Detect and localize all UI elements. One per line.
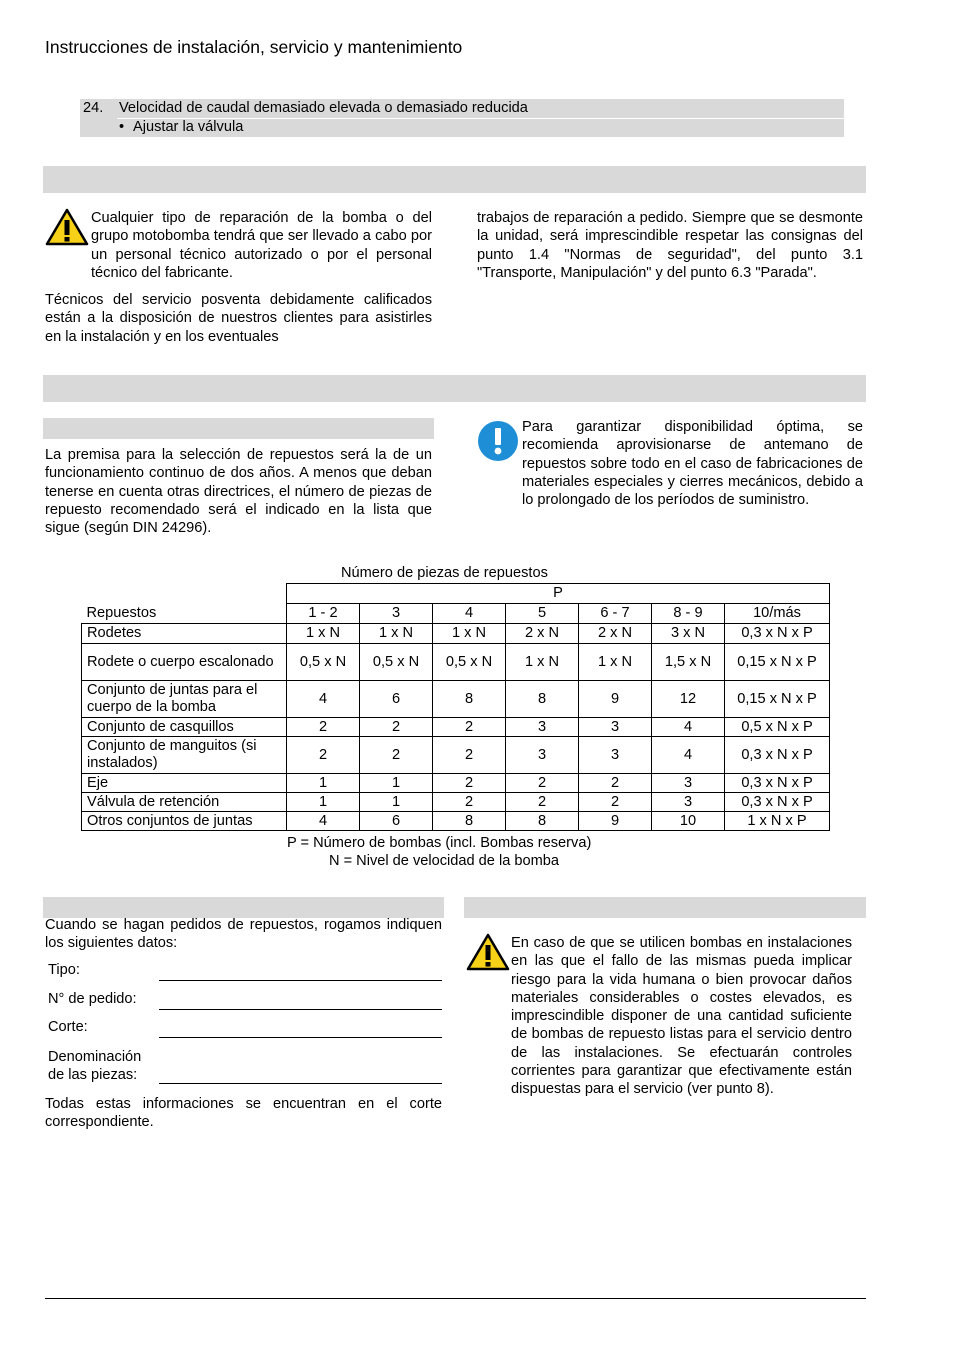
table-note-p: P = Número de bombas (incl. Bombas reserva) bbox=[287, 835, 592, 851]
table-row bbox=[82, 812, 830, 831]
table-cell: 2 bbox=[433, 774, 506, 793]
table-cell: 0,3 x N x P bbox=[725, 774, 830, 793]
table-cell: 2 bbox=[506, 774, 579, 793]
table-cell: 1 x N bbox=[433, 624, 506, 644]
row-label: Eje bbox=[82, 774, 287, 793]
row-label: Otros conjuntos de juntas bbox=[82, 812, 287, 831]
table-row bbox=[82, 624, 830, 644]
row-label: Rodetes bbox=[82, 624, 287, 644]
table-cell: 4 bbox=[287, 812, 360, 831]
ordering-intro-text: Cuando se hagan pedidos de repuestos, rogamos indiquen los siguientes datos: bbox=[45, 917, 442, 952]
table-row bbox=[82, 774, 830, 793]
warning-icon bbox=[466, 933, 510, 971]
table-cell: 9 bbox=[579, 812, 652, 831]
footer-divider bbox=[45, 1298, 866, 1299]
fault-item-number: 24. bbox=[83, 100, 104, 116]
table-cell: 8 bbox=[506, 681, 579, 718]
column-header: 8 - 9 bbox=[652, 604, 725, 624]
table-cell: 2 bbox=[360, 718, 433, 737]
table-cell: 0,15 x N x P bbox=[725, 681, 830, 718]
table-cell: 10 bbox=[652, 812, 725, 831]
table-cell: 2 bbox=[433, 737, 506, 774]
subsection-bar-reserve bbox=[464, 897, 866, 918]
fault-item-divider bbox=[117, 118, 844, 119]
reserve-warning-text: En caso de que se utilicen bombas en instalaciones en las que el fallo de las mismas pueda implicar riesgo para la vida humana o bien provocar daños materiales considerables o costes elevados, es imprescindible disponer de una cantidad suficiente de bombas de repuesto listas para el servicio dentro de las instalaciones. Se efectuarán controles corrientes para garantizar que efectivamente están dispuestas para el servicio (ver punto 8). bbox=[511, 935, 852, 1098]
table-cell: 4 bbox=[652, 718, 725, 737]
row-label: Conjunto de juntas para el cuerpo de la bomba bbox=[82, 681, 287, 718]
table-cell: 1 x N x P bbox=[725, 812, 830, 831]
table-cell: 0,3 x N x P bbox=[725, 624, 830, 644]
info-icon bbox=[477, 420, 519, 462]
table-cell: 0,15 x N x P bbox=[725, 644, 830, 681]
subsection-bar-spares bbox=[43, 418, 434, 439]
warning-icon bbox=[45, 208, 89, 246]
table-cell: 8 bbox=[506, 812, 579, 831]
column-header: 3 bbox=[360, 604, 433, 624]
table-cell: 2 bbox=[433, 793, 506, 812]
table-cell: 2 x N bbox=[506, 624, 579, 644]
section-bar-service bbox=[43, 166, 866, 193]
table-cell: 2 bbox=[579, 774, 652, 793]
column-header: 6 - 7 bbox=[579, 604, 652, 624]
field-line-denominacion bbox=[159, 1083, 442, 1084]
table-cell: 0,5 x N bbox=[287, 644, 360, 681]
table-cell: 0,5 x N bbox=[360, 644, 433, 681]
table-cell: 1 x N bbox=[579, 644, 652, 681]
ordering-footer-text: Todas estas informaciones se encuentran en el corte correspondiente. bbox=[45, 1096, 442, 1131]
column-header: 4 bbox=[433, 604, 506, 624]
table-cell: 3 bbox=[506, 737, 579, 774]
spares-intro-text: La premisa para la selección de repuestos será la de un funcionamiento continuo de dos años. A menos que deban tenerse en cuenta otras directrices, el número de piezas de repuesto recomendado será el indicado en la lista que sigue (según DIN 24296). bbox=[45, 447, 432, 537]
field-label-pedido: N° de pedido: bbox=[48, 991, 137, 1007]
section-bar-spares bbox=[43, 375, 866, 402]
table-cell: 3 bbox=[579, 737, 652, 774]
page-header-title: Instrucciones de instalación, servicio y mantenimiento bbox=[45, 37, 463, 57]
table-cell: 2 bbox=[360, 737, 433, 774]
row-label: Válvula de retención bbox=[82, 793, 287, 812]
table-cell: 1 x N bbox=[506, 644, 579, 681]
table-row bbox=[82, 644, 830, 681]
field-line-tipo bbox=[159, 980, 442, 981]
fault-item-remedy: Ajustar la válvula bbox=[133, 119, 244, 135]
table-cell: 2 bbox=[433, 718, 506, 737]
table-cell: 1 bbox=[360, 774, 433, 793]
row-label: Conjunto de casquillos bbox=[82, 718, 287, 737]
table-cell: 2 bbox=[287, 718, 360, 737]
table-cell: 3 bbox=[506, 718, 579, 737]
spare-parts-table bbox=[81, 583, 830, 831]
table-cell: 9 bbox=[579, 681, 652, 718]
table-cell: 8 bbox=[433, 681, 506, 718]
table-cell: 1 bbox=[287, 774, 360, 793]
table-cell: 4 bbox=[287, 681, 360, 718]
field-label-denominacion: Denominación de las piezas: bbox=[48, 1049, 142, 1084]
field-line-corte bbox=[159, 1037, 442, 1038]
table-cell: 0,5 x N x P bbox=[725, 718, 830, 737]
info-note-text: Para garantizar disponibilidad óptima, se recomienda aprovisionarse de antemano de repuestos sobre todo en el caso de fabricaciones de materiales especiales y cierres mecánicos, debido a lo prolongado de los períodos de suministro. bbox=[522, 419, 863, 509]
table-caption: Número de piezas de repuestos bbox=[341, 565, 548, 581]
table-note-n: N = Nivel de velocidad de la bomba bbox=[329, 853, 559, 869]
row-label: Rodete o cuerpo escalonado bbox=[82, 644, 287, 681]
table-cell: 4 bbox=[652, 737, 725, 774]
table-cell: 1 bbox=[360, 793, 433, 812]
table-cell: 0,3 x N x P bbox=[725, 737, 830, 774]
column-header: 10/más bbox=[725, 604, 830, 624]
table-cell: 6 bbox=[360, 812, 433, 831]
field-line-pedido bbox=[159, 1009, 442, 1010]
table-cell: 3 bbox=[579, 718, 652, 737]
table-row bbox=[82, 681, 830, 718]
table-cell: 1 x N bbox=[287, 624, 360, 644]
table-cell: 1 bbox=[287, 793, 360, 812]
table-cell: 12 bbox=[652, 681, 725, 718]
table-cell: 3 bbox=[652, 774, 725, 793]
row-header: Repuestos bbox=[82, 604, 287, 624]
column-header: 5 bbox=[506, 604, 579, 624]
table-row bbox=[82, 793, 830, 812]
subsection-bar-ordering bbox=[43, 897, 444, 918]
table-cell: 1,5 x N bbox=[652, 644, 725, 681]
table-cell: 3 bbox=[652, 793, 725, 812]
field-label-tipo: Tipo: bbox=[48, 962, 80, 978]
field-label-corte: Corte: bbox=[48, 1019, 88, 1035]
p-header: P bbox=[287, 584, 830, 604]
table-cell: 2 bbox=[579, 793, 652, 812]
table-cell: 6 bbox=[360, 681, 433, 718]
table-cell: 1 x N bbox=[360, 624, 433, 644]
table-cell: 8 bbox=[433, 812, 506, 831]
table-cell: 2 bbox=[287, 737, 360, 774]
fault-item-text: Velocidad de caudal demasiado elevada o demasiado reducida bbox=[119, 100, 528, 116]
table-cell: 3 x N bbox=[652, 624, 725, 644]
column-header: 1 - 2 bbox=[287, 604, 360, 624]
table-cell: 0,3 x N x P bbox=[725, 793, 830, 812]
table-row bbox=[82, 737, 830, 774]
table-cell: 2 bbox=[506, 793, 579, 812]
table-row bbox=[82, 718, 830, 737]
service-paragraph-left: Técnicos del servicio posventa debidamente calificados están a la disposición de nuestros clientes para asistirles en la instalación y en los eventuales bbox=[45, 292, 432, 345]
table-cell: 2 x N bbox=[579, 624, 652, 644]
row-label: Conjunto de manguitos (si instalados) bbox=[82, 737, 287, 774]
table-cell: 0,5 x N bbox=[433, 644, 506, 681]
service-warning-text: Cualquier tipo de reparación de la bomba o del grupo motobomba tendrá que ser llevado a cabo por un personal técnico autorizado o por el personal técnico del fabricante. bbox=[91, 210, 432, 281]
bullet-icon: • bbox=[119, 119, 125, 135]
service-paragraph-right: trabajos de reparación a pedido. Siempre que se desmonte la unidad, será imprescindible respetar las consignas del punto 1.4 "Normas de seguridad", del punto 3.1 "Transporte, Manipulación" y del punto 6.3 "Parada". bbox=[477, 210, 863, 281]
